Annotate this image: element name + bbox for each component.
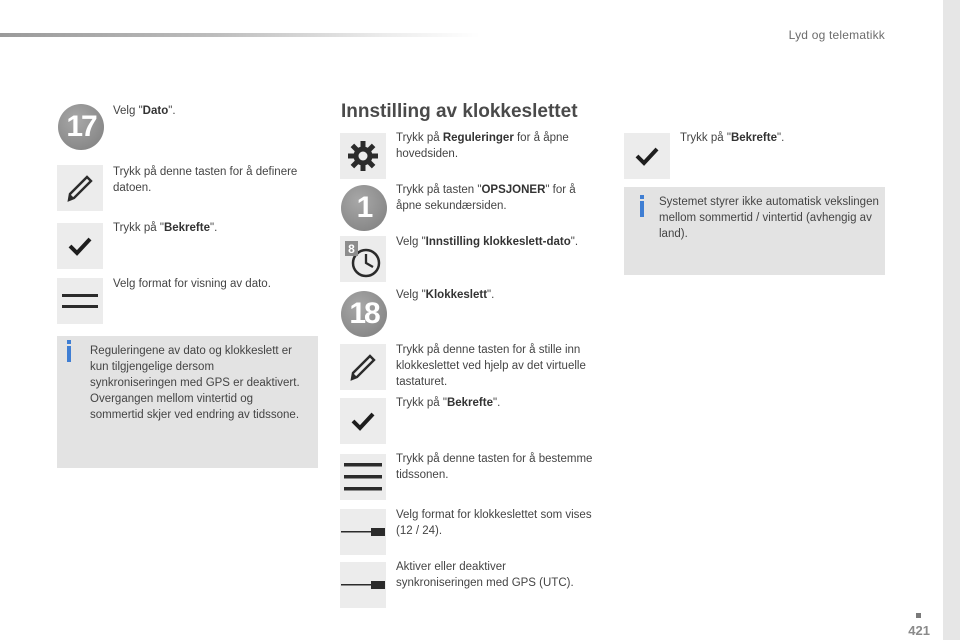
info-icon	[640, 201, 644, 217]
confirm-key	[57, 223, 103, 269]
checkmark-icon	[634, 145, 660, 167]
menu-icon	[344, 460, 382, 494]
timezone-text: Trykk på denne tasten for å bestemme tidssonen.	[396, 453, 593, 481]
section-title: Innstilling av klokkeslettet	[341, 101, 578, 122]
edit-key	[340, 344, 386, 390]
list-format-icon	[62, 291, 98, 311]
toggle-icon	[341, 578, 385, 592]
right-note-text: Systemet styrer ikke automatisk vekslingen mellom sommertid / vintertid (avhengig av land).	[659, 196, 879, 240]
step1-text: Trykk på tasten "OPSJONER" for å åpne sekundærsiden.	[396, 184, 576, 212]
format-key	[57, 278, 103, 324]
settings-key	[340, 133, 386, 179]
left-edit-text: Trykk på denne tasten for å definere datoen.	[113, 166, 298, 194]
confirm-key	[624, 133, 670, 179]
page-marker	[916, 613, 921, 618]
middle-edit-text: Trykk på denne tasten for å stille inn klokkeslettet ved hjelp av det virtuelle tastaturet.	[396, 344, 586, 388]
left-info-note	[57, 336, 318, 468]
left-format-text: Velg format for visning av dato.	[113, 278, 271, 290]
step18-text: Velg "Klokkeslett".	[396, 289, 495, 301]
right-confirm-text: Trykk på "Bekrefte".	[680, 132, 785, 144]
clock-badge: 8	[348, 242, 355, 256]
clock-text: Velg "Innstilling klokkeslett-dato".	[396, 236, 579, 248]
step17-text: Velg "Dato".	[113, 105, 176, 117]
timezone-key	[340, 454, 386, 500]
clock-key	[340, 236, 386, 282]
left-confirm-text: Trykk på "Bekrefte".	[113, 222, 218, 234]
right-info-note	[624, 187, 885, 275]
left-note-text: Reguleringene av dato og klokkeslett er kun tilgjengelige dersom synkroniseringen med GPS er deaktivert. Overgangen mellom vintertid og sommertid skjer ved endring av tidssone.	[90, 345, 300, 421]
page-header: Lyd og telematikk	[788, 28, 885, 42]
info-icon	[67, 346, 71, 362]
edit-key	[57, 165, 103, 211]
page-number: 421	[908, 623, 930, 638]
format-text: Velg format for klokkeslettet som vises (12 / 24).	[396, 509, 592, 537]
gear-icon	[347, 140, 379, 172]
checkmark-icon	[350, 410, 376, 432]
clock-icon	[343, 239, 383, 279]
confirm-key	[340, 398, 386, 444]
middle-confirm-text: Trykk på "Bekrefte".	[396, 397, 501, 409]
header-gradient-bar	[0, 33, 480, 37]
gps-toggle-key	[340, 562, 386, 608]
step-number-1: 1	[341, 185, 387, 231]
gps-text: Aktiver eller deaktiver synkroniseringen med GPS (UTC).	[396, 561, 574, 589]
format-toggle-key	[340, 509, 386, 555]
page-edge	[943, 0, 960, 640]
pencil-icon	[346, 350, 380, 384]
pencil-icon	[63, 171, 97, 205]
step-number-17: 17	[58, 104, 104, 150]
toggle-icon	[341, 525, 385, 539]
step-number-18: 18	[341, 291, 387, 337]
checkmark-icon	[67, 235, 93, 257]
settings-text: Trykk på Reguleringer for å åpne hovedsiden.	[396, 132, 569, 160]
